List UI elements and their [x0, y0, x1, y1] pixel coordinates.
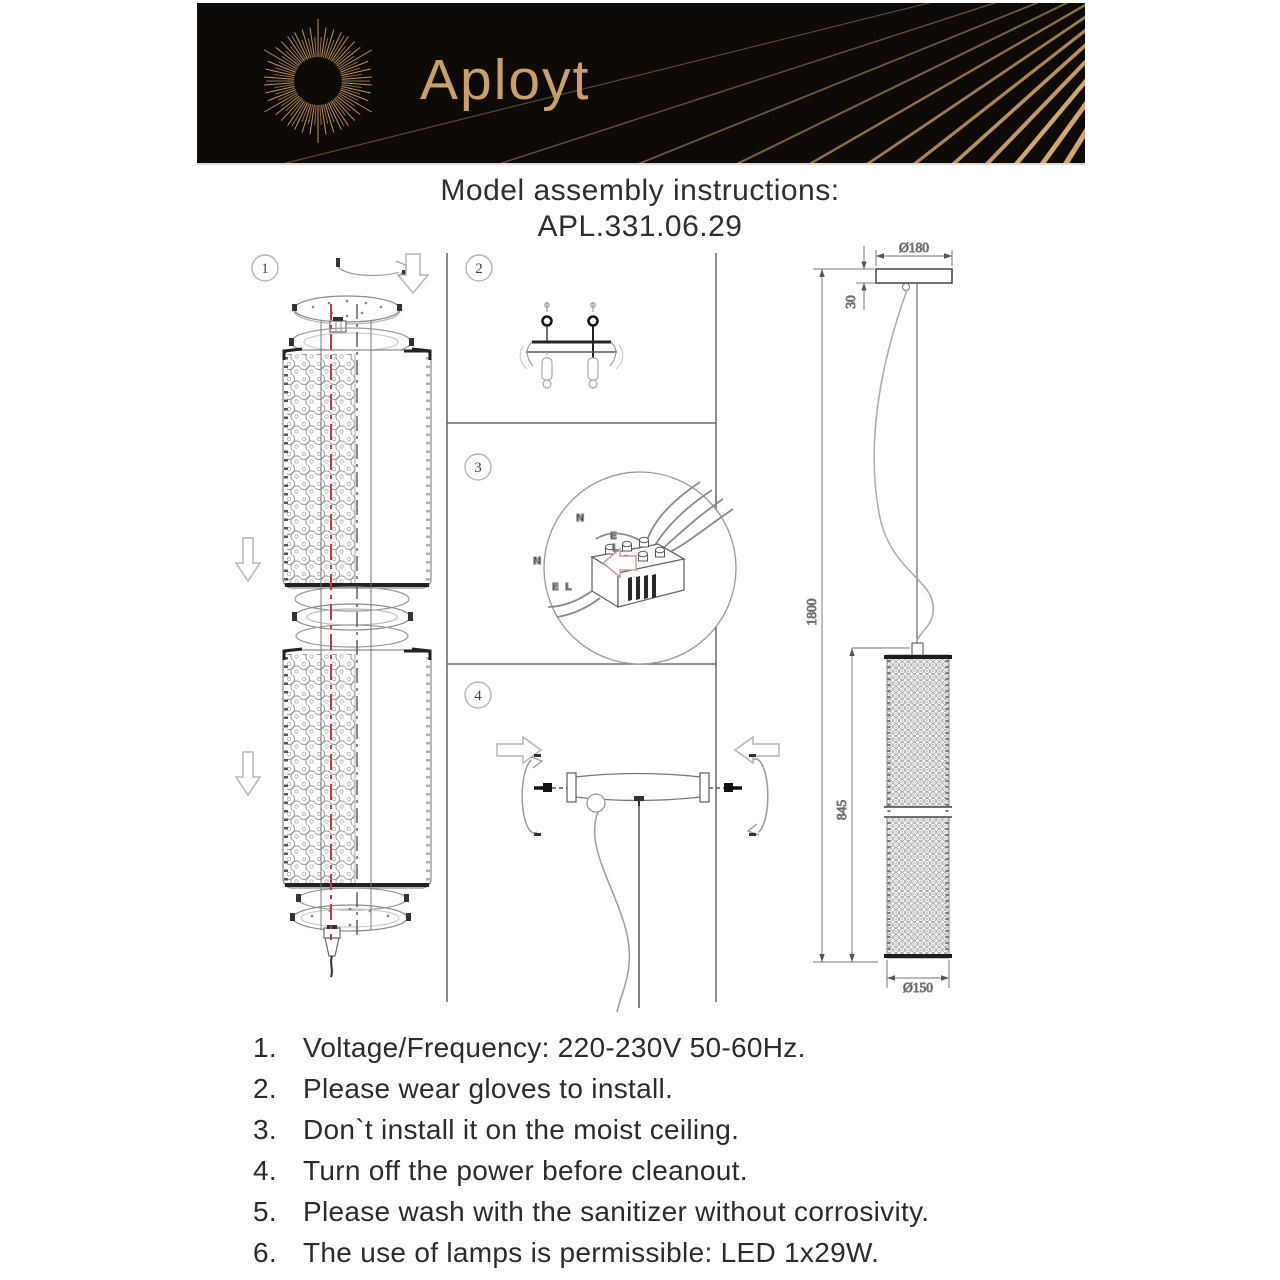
ceiling-plate	[292, 296, 402, 324]
ceiling-plate	[876, 269, 952, 283]
step-number-1: 1	[261, 261, 269, 277]
dim-canopy-height: 30	[843, 295, 858, 309]
list-item	[253, 1068, 1063, 1109]
page-title: Model assembly instructions:	[440, 174, 840, 207]
middle-ring-stack	[292, 587, 413, 647]
item-number: 6.	[253, 1237, 277, 1268]
step-number-2: 2	[475, 261, 483, 277]
model-number: APL.331.06.29	[537, 210, 743, 243]
step-number-4: 4	[474, 688, 482, 704]
canopy-mounting-drawing	[497, 737, 779, 1012]
wire-label-n: N	[576, 513, 585, 524]
upper-shade-cylinder	[283, 349, 431, 588]
down-arrow-icon	[236, 538, 260, 581]
list-item	[253, 1232, 1063, 1273]
brand-logo-text: Aployt	[420, 48, 591, 112]
instruction-list	[253, 1027, 1063, 1273]
assembly-diagram	[0, 240, 1280, 1030]
step-number-3: 3	[474, 460, 482, 476]
bottom-plate-assembly	[290, 888, 411, 977]
wiring-diagram	[533, 472, 736, 664]
step-badge-1	[252, 255, 278, 281]
lamp-body	[884, 655, 952, 958]
item-text: The use of lamps is permissible: LED 1x29W.	[303, 1237, 880, 1268]
item-number: 5.	[253, 1196, 277, 1227]
dimension-drawing	[804, 240, 952, 995]
title-block	[0, 174, 1280, 244]
lower-shade-cylinder	[283, 649, 431, 888]
item-text: Voltage/Frequency: 220-230V 50-60Hz.	[303, 1032, 806, 1063]
brand-banner	[197, 3, 1085, 165]
power-cable	[874, 290, 933, 642]
dim-canopy-diameter: Ø180	[899, 240, 929, 255]
wire-label-n: N	[533, 556, 542, 567]
item-number: 2.	[253, 1073, 277, 1104]
step-badge-4	[465, 682, 491, 708]
exploded-view-drawing	[236, 254, 431, 977]
step-badge-3	[465, 454, 491, 480]
starburst-logo-icon	[252, 15, 384, 147]
dim-overall-height: 1800	[804, 598, 819, 626]
item-number: 3.	[253, 1114, 277, 1145]
wire-label-l: L	[612, 543, 619, 554]
wire-label-e: E	[552, 582, 559, 593]
item-text: Turn off the power before cleanout.	[303, 1155, 748, 1186]
list-item	[253, 1109, 1063, 1150]
wire-label-l: L	[565, 582, 572, 593]
item-number: 1.	[253, 1032, 277, 1063]
down-arrow-icon	[236, 752, 260, 795]
step-badge-2	[466, 255, 492, 281]
dim-body-height: 845	[834, 799, 849, 821]
item-text: Please wear gloves to install.	[303, 1073, 674, 1104]
item-number: 4.	[253, 1155, 277, 1186]
list-item	[253, 1027, 1063, 1068]
list-item	[253, 1150, 1063, 1191]
dim-body-diameter: Ø150	[903, 980, 933, 995]
item-text: Please wash with the sanitizer without corrosivity.	[303, 1196, 930, 1227]
list-item	[253, 1191, 1063, 1232]
wire-label-e: E	[610, 531, 617, 542]
bracket-mounting-drawing	[520, 302, 623, 388]
item-text: Don`t install it on the moist ceiling.	[303, 1114, 740, 1145]
